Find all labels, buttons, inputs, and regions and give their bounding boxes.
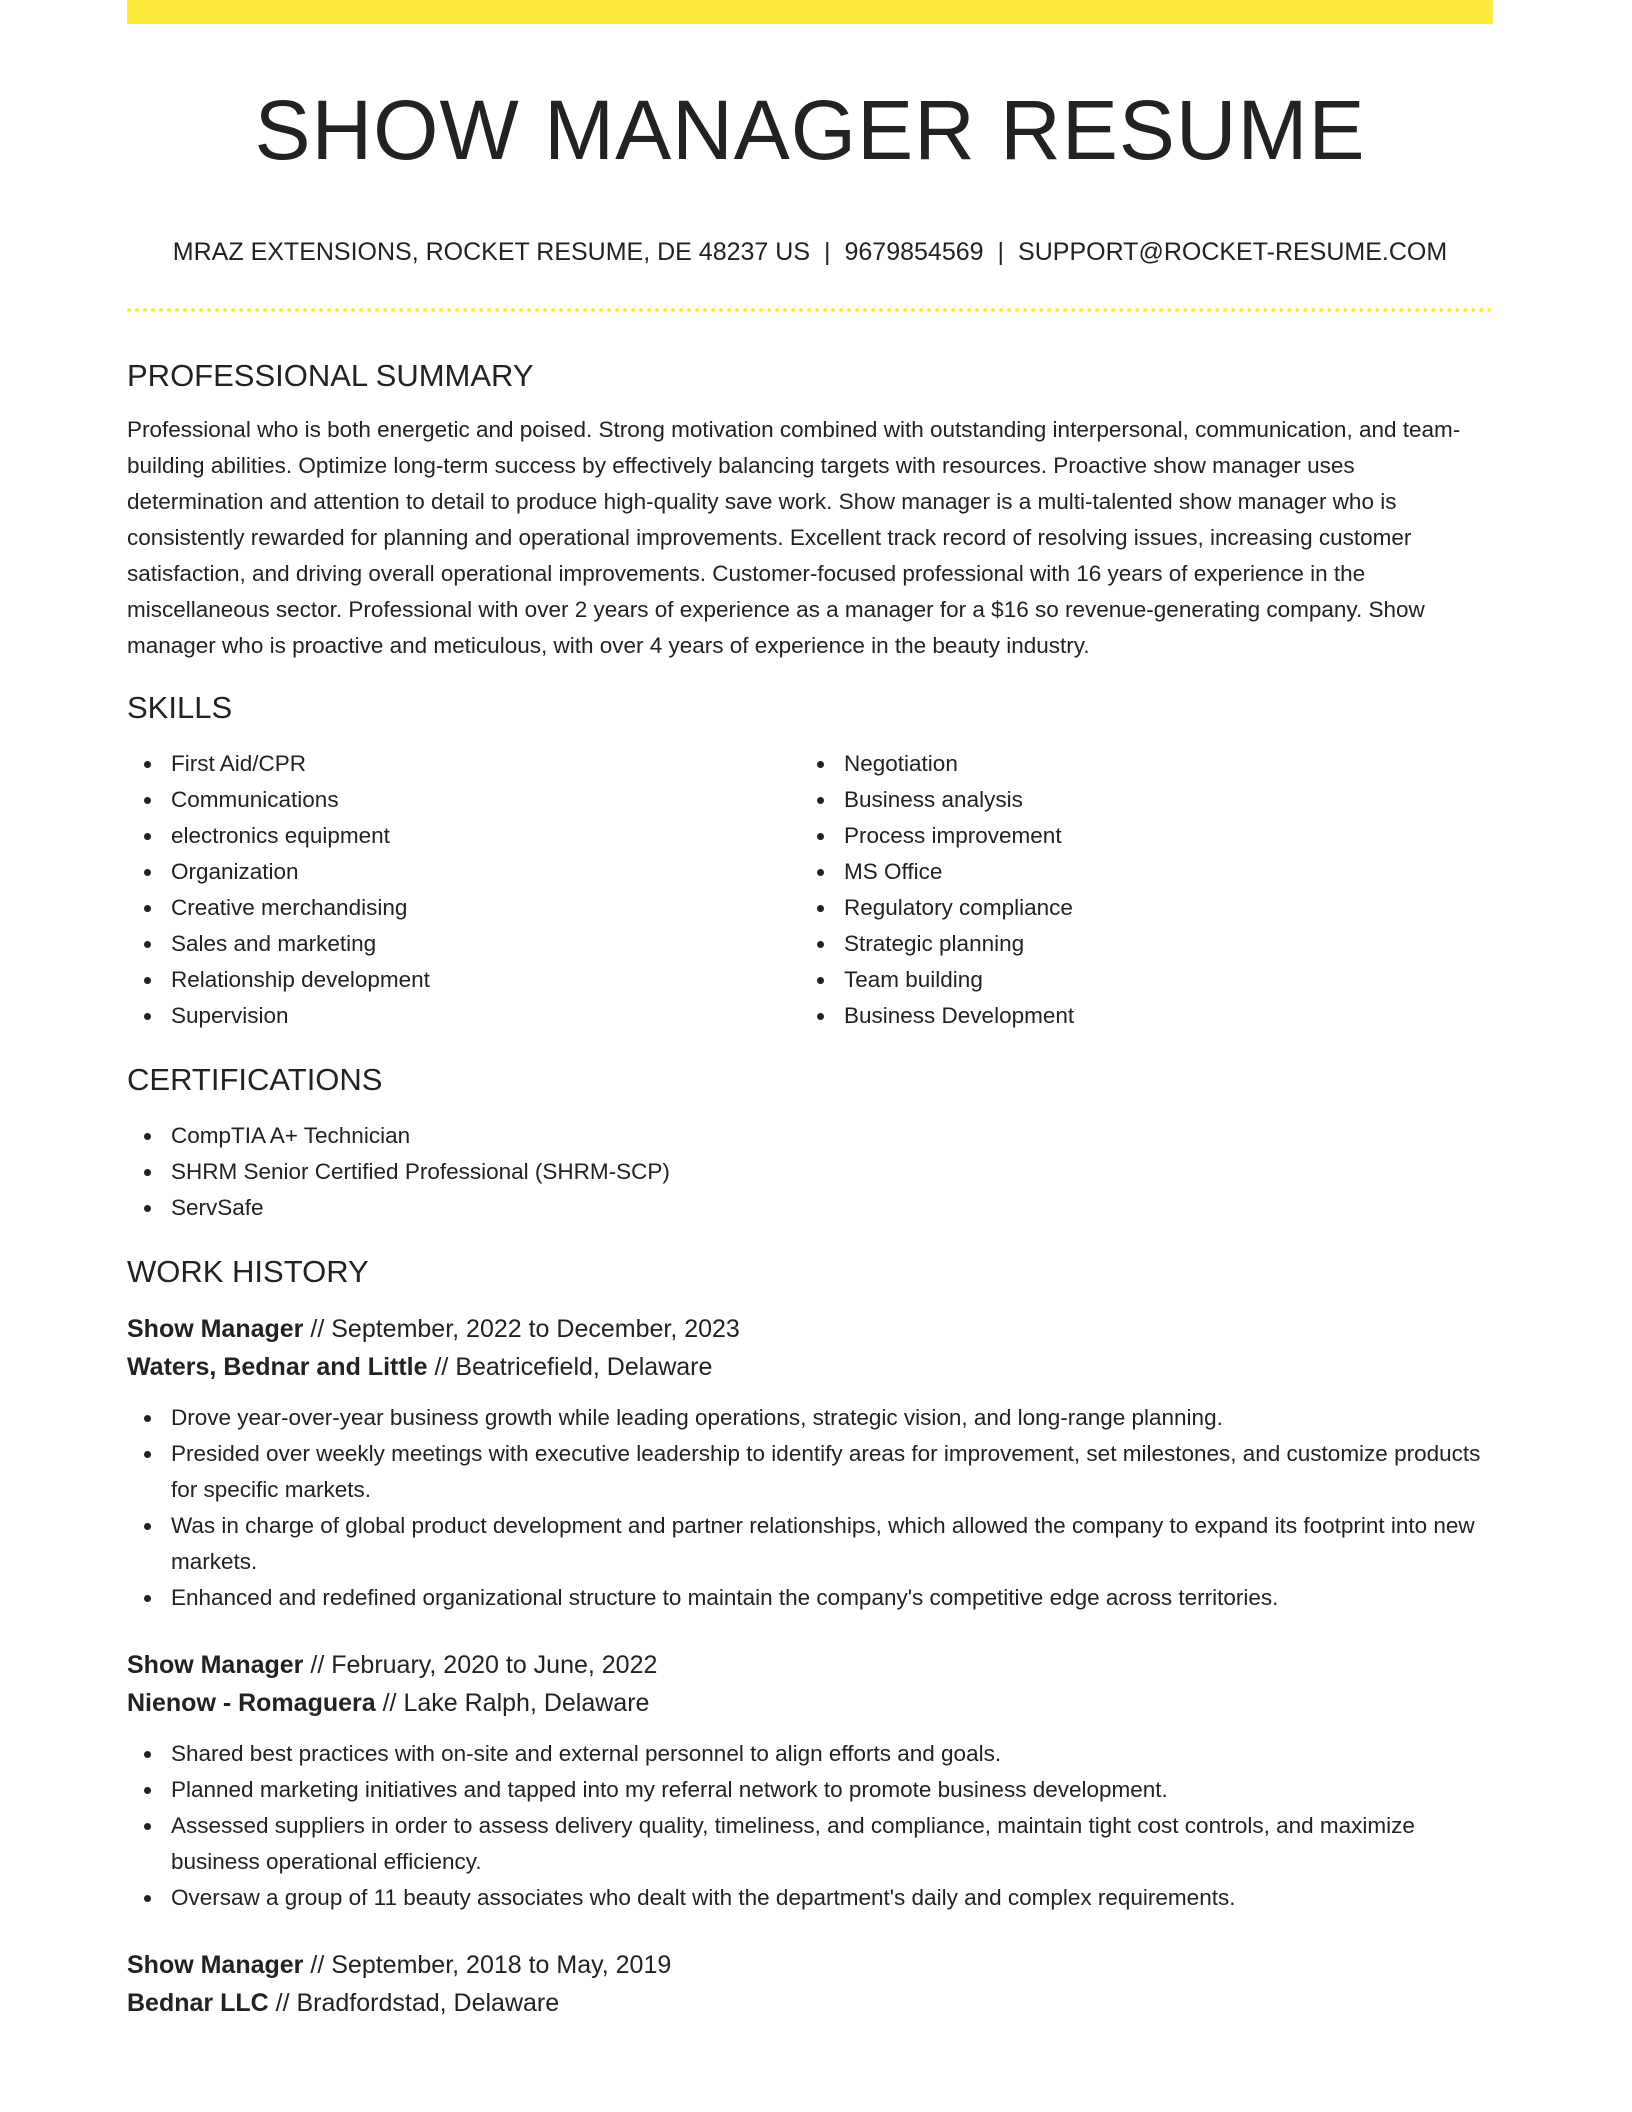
- job-separator: //: [310, 1651, 325, 1679]
- skill-item: Team building: [800, 962, 1473, 998]
- skills-list-left: [127, 746, 800, 1034]
- job-bullet: Planned marketing initiatives and tapped into my referral network to promote business development.: [127, 1772, 1493, 1808]
- job-role: Show Manager: [127, 1951, 304, 1979]
- skill-item: Organization: [127, 854, 800, 890]
- job-separator: //: [310, 1951, 325, 1979]
- job-bullet: Drove year-over-year business growth while leading operations, strategic vision, and long-range planning.: [127, 1400, 1493, 1436]
- certification-item: SHRM Senior Certified Professional (SHRM-SCP): [127, 1154, 1493, 1190]
- skill-item: Creative merchandising: [127, 890, 800, 926]
- job-separator: //: [275, 1989, 290, 2017]
- certifications-heading: CERTIFICATIONS: [127, 1062, 383, 1097]
- job-bullet: Was in charge of global product development and partner relationships, which allowed the company to expand its footprint into new markets.: [127, 1508, 1493, 1580]
- job-dates: February, 2020 to June, 2022: [331, 1651, 658, 1679]
- dotted-divider: [127, 308, 1493, 312]
- job-bullet-list: [127, 1400, 1493, 1616]
- skill-item: Business Development: [800, 998, 1473, 1034]
- summary-text: Professional who is both energetic and poised. Strong motivation combined with outstanding interpersonal, communication, and team-building abilities. Optimize long-term success by effectively balancing targets with resources. Proactive show manager uses determination and attention to detail to produce high-quality save work. Show manager is a multi-talented show manager who is consistently rewarded for planning and operational improvements. Excellent track record of resolving issues, increasing customer satisfaction, and driving overall operational improvements. Customer-focused professional with 16 years of experience in the miscellaneous sector. Professional with over 2 years of experience as a manager for a $16 so revenue-generating company. Show manager who is proactive and meticulous, with over 4 years of experience in the beauty industry.: [127, 417, 1461, 658]
- job-bullet: Assessed suppliers in order to assess delivery quality, timeliness, and compliance, maintain tight cost controls, and maximize business operational efficiency.: [127, 1808, 1493, 1880]
- skills-grid: [127, 746, 1493, 1034]
- resume-title: SHOW MANAGER RESUME: [254, 83, 1366, 177]
- skill-item: Supervision: [127, 998, 800, 1034]
- job-bullet-list: [127, 1736, 1493, 1916]
- job-location: Lake Ralph, Delaware: [403, 1689, 650, 1717]
- contact-address: MRAZ EXTENSIONS, ROCKET RESUME, DE 48237 US: [172, 238, 810, 266]
- job-dates: September, 2018 to May, 2019: [331, 1951, 672, 1979]
- job-company-line: [127, 1684, 1493, 1722]
- work-history-heading: WORK HISTORY: [127, 1254, 369, 1289]
- skill-item: Communications: [127, 782, 800, 818]
- job-bullet: Presided over weekly meetings with executive leadership to identify areas for improvement, set milestones, and customize products for specific markets.: [127, 1436, 1493, 1508]
- job-role: Show Manager: [127, 1315, 304, 1343]
- skill-item: Negotiation: [800, 746, 1473, 782]
- resume-content: [127, 0, 1493, 2022]
- contact-separator: |: [997, 238, 1005, 266]
- skill-item: Relationship development: [127, 962, 800, 998]
- contact-phone: 9679854569: [844, 238, 984, 266]
- skill-item: Strategic planning: [800, 926, 1473, 962]
- job-company-line: [127, 1984, 1493, 2022]
- skill-item: MS Office: [800, 854, 1473, 890]
- job-company: Bednar LLC: [127, 1989, 269, 2017]
- skill-item: First Aid/CPR: [127, 746, 800, 782]
- job-separator: //: [382, 1689, 397, 1717]
- certification-item: ServSafe: [127, 1190, 1493, 1226]
- skill-item: electronics equipment: [127, 818, 800, 854]
- job-bullet: Enhanced and redefined organizational structure to maintain the company's competitive edge across territories.: [127, 1580, 1493, 1616]
- job-company-line: [127, 1348, 1493, 1386]
- job-role: Show Manager: [127, 1651, 304, 1679]
- job-bullet: Shared best practices with on-site and external personnel to align efforts and goals.: [127, 1736, 1493, 1772]
- job-bullet: Oversaw a group of 11 beauty associates who dealt with the department's daily and complex requirements.: [127, 1880, 1493, 1916]
- job-entry: [127, 1646, 1493, 1916]
- summary-heading: PROFESSIONAL SUMMARY: [127, 358, 534, 393]
- skill-item: Business analysis: [800, 782, 1473, 818]
- job-separator: //: [310, 1315, 325, 1343]
- contact-line: [127, 232, 1493, 272]
- skills-list-right: [800, 746, 1473, 1034]
- certifications-list: [127, 1118, 1493, 1226]
- job-location: Bradfordstad, Delaware: [296, 1989, 560, 2017]
- job-title-line: [127, 1310, 1493, 1348]
- job-company: Waters, Bednar and Little: [127, 1353, 428, 1381]
- job-entry: [127, 1310, 1493, 1616]
- contact-separator: |: [824, 238, 831, 266]
- job-title-line: [127, 1646, 1493, 1684]
- certification-item: CompTIA A+ Technician: [127, 1118, 1493, 1154]
- contact-email: SUPPORT@ROCKET-RESUME.COM: [1018, 238, 1448, 266]
- skill-item: Regulatory compliance: [800, 890, 1473, 926]
- job-dates: September, 2022 to December, 2023: [331, 1315, 740, 1343]
- job-location: Beatricefield, Delaware: [455, 1353, 713, 1381]
- job-separator: //: [434, 1353, 449, 1381]
- job-title-line: [127, 1946, 1493, 1984]
- skill-item: Process improvement: [800, 818, 1473, 854]
- skills-heading: SKILLS: [127, 690, 233, 725]
- job-entry: [127, 1946, 1493, 2022]
- job-company: Nienow - Romaguera: [127, 1689, 376, 1717]
- skill-item: Sales and marketing: [127, 926, 800, 962]
